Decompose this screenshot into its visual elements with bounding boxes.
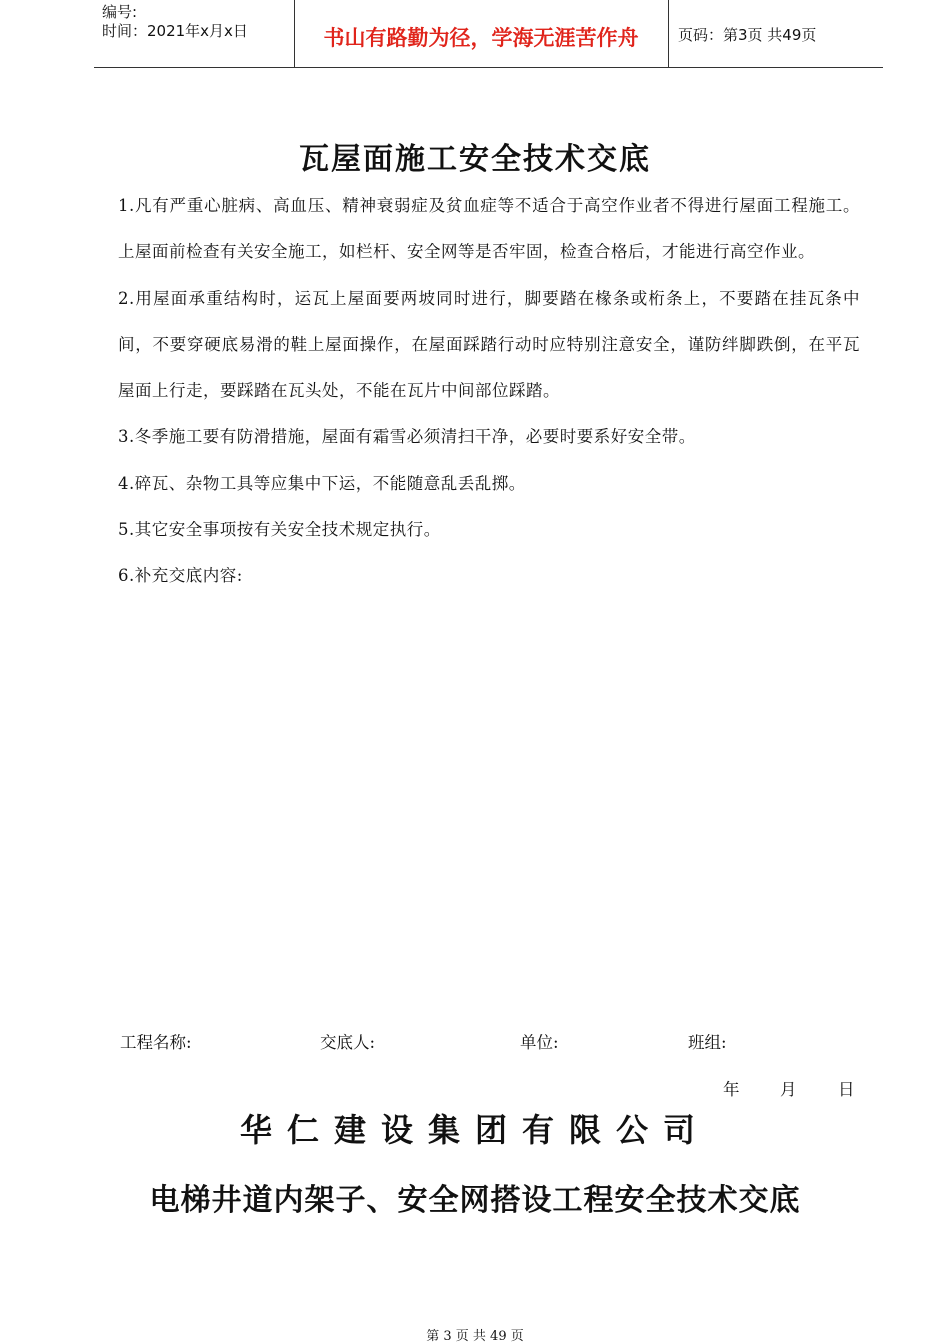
header-divider — [668, 0, 669, 67]
document-time: 时间：2021年x月x日 — [102, 22, 248, 40]
next-section-title: 电梯井道内架子、安全网搭设工程安全技术交底 — [149, 1183, 801, 1218]
date-month-label: 月 — [780, 1080, 797, 1099]
date-day-label: 日 — [838, 1080, 855, 1099]
document-number-label: 编号: — [102, 3, 138, 21]
paragraph: 6.补充交底内容: — [118, 566, 243, 586]
company-name: 华仁建设集团有限公司 — [239, 1111, 710, 1149]
paragraph: 4.碎瓦、杂物工具等应集中下运，不能随意乱丢乱掷。 — [118, 473, 526, 493]
header-motto: 书山有路勤为径，学海无涯苦作舟 — [323, 26, 639, 50]
team-label: 班组: — [688, 1033, 727, 1052]
document-title: 瓦屋面施工安全技术交底 — [299, 142, 651, 177]
header-page-info: 页码：第3页 共49页 — [678, 26, 817, 44]
page-footer: 第 3 页 共 49 页 — [426, 1329, 524, 1344]
unit-label: 单位: — [520, 1033, 559, 1052]
paragraph: 2.用屋面承重结构时，运瓦上屋面要两坡同时进行，脚要踏在椽条或桁条上，不要踏在挂瓦条中间，不要穿硬底易滑的鞋上屋面操作，在屋面踩踏行动时应特别注意安全，谨防绊脚跌倒，在平瓦屋面上行走，要踩踏在瓦头处，不能在瓦片中间部位踩踏。 — [118, 288, 860, 401]
presenter-label: 交底人: — [320, 1033, 376, 1052]
date-year-label: 年 — [723, 1080, 740, 1099]
page-header — [94, 0, 883, 68]
paragraph: 1.凡有严重心脏病、高血压、精神衰弱症及贫血症等不适合于高空作业者不得进行屋面工程施工。上屋面前检查有关安全施工，如栏杆、安全网等是否牢固，检查合格后，才能进行高空作业。 — [118, 196, 860, 262]
document-body — [118, 183, 860, 600]
paragraph: 5.其它安全事项按有关安全技术规定执行。 — [118, 520, 441, 540]
paragraph: 3.冬季施工要有防滑措施，屋面有霜雪必须清扫干净，必要时要系好安全带。 — [118, 427, 696, 447]
header-meta — [102, 3, 248, 41]
project-name-label: 工程名称: — [120, 1033, 192, 1052]
